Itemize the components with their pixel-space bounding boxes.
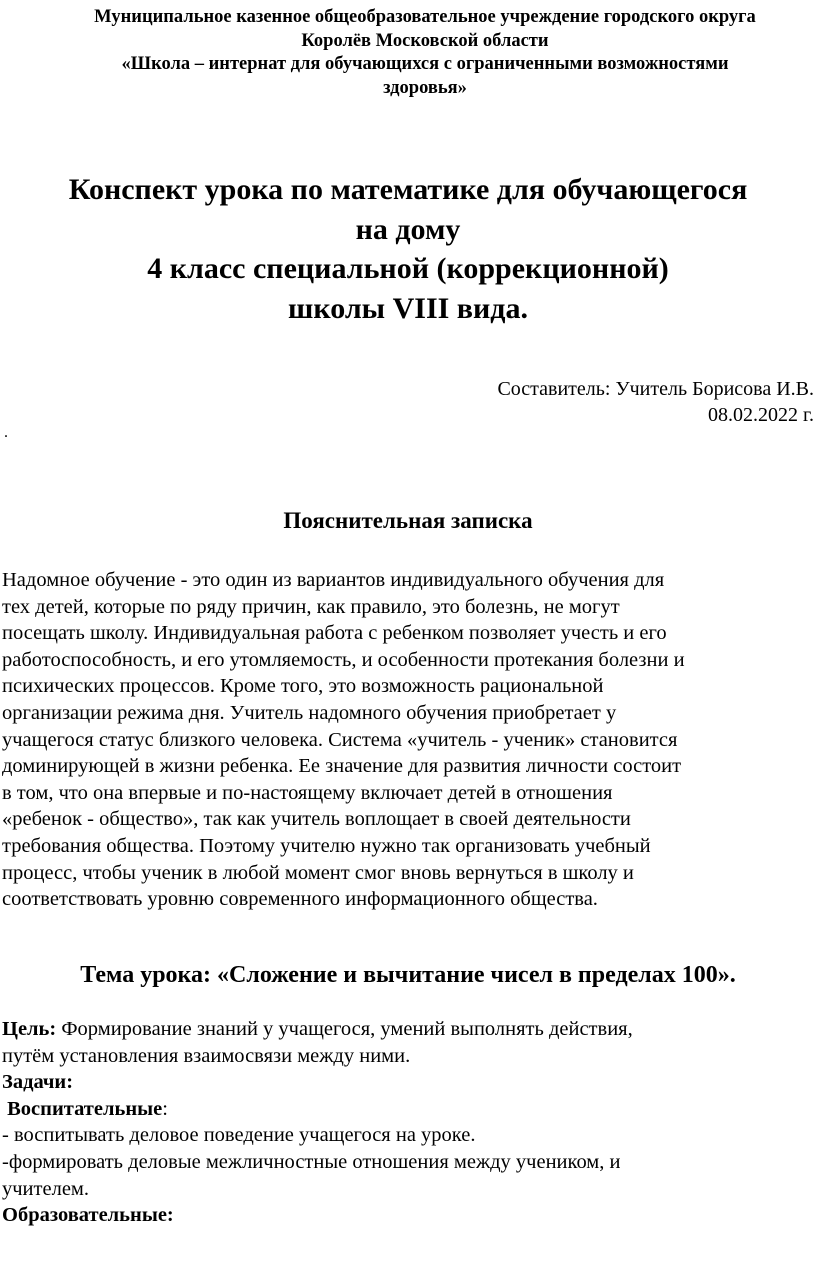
header-line: здоровья» <box>383 77 467 98</box>
paragraph-line: учащегося статус близкого человека. Система «учитель - ученик» становится <box>2 728 678 751</box>
paragraph-line: в том, что она впервые и по-настоящему включает детей в отношения <box>2 781 613 804</box>
paragraph-line: Надомное обучение - это один из вариантов индивидуального обучения для <box>2 569 665 591</box>
document-title <box>0 170 816 328</box>
paragraph-line: процесс, чтобы ученик в любой момент смог вновь вернуться в школу и <box>2 861 634 884</box>
task-item: - воспитывать деловое поведение учащегося на уроке. <box>2 1124 476 1147</box>
composer-line: Составитель: Учитель Борисова И.В. <box>497 378 814 400</box>
paragraph-line: работоспособность, и его утомляемость, и особенности протекания болезни и <box>2 648 685 671</box>
header-line: Муниципальное казенное общеобразовательное учреждение городского округа <box>94 7 756 27</box>
explanatory-paragraph <box>2 567 814 913</box>
paragraph-line: доминирующей в жизни ребенка. Ее значение для развития личности состоит <box>2 755 682 778</box>
upbringing-heading <box>2 1096 814 1123</box>
upbringing-colon: : <box>162 1097 168 1120</box>
title-line: 4 класс специальной (коррекционной) <box>147 252 669 285</box>
paragraph-line: соответствовать уровню современного информационного общества. <box>2 888 598 911</box>
date-line: 08.02.2022 г. <box>708 404 814 426</box>
paragraph-line: тех детей, которые по ряду причин, как правило, это болезнь, не могут <box>2 595 620 618</box>
goal-line <box>2 1016 814 1043</box>
author-block <box>314 376 814 428</box>
goal-line-continued: путём установления взаимосвязи между ними. <box>2 1044 411 1067</box>
note-heading: Пояснительная записка <box>283 508 533 533</box>
paragraph-line: организации режима дня. Учитель надомного обучения приобретает у <box>2 701 617 724</box>
paragraph-line: «ребенок - общество», так как учитель воплощает в своей деятельности <box>2 808 631 831</box>
goals-section <box>2 1016 814 1229</box>
title-line: на дому <box>355 212 461 246</box>
paragraph-line: посещать школу. Индивидуальная работа с ребенком позволяет учесть и его <box>2 622 667 645</box>
header-line: Королёв Московской области <box>301 30 549 51</box>
lesson-topic: Тема урока: «Сложение и вычитание чисел в пределах 100». <box>80 962 736 988</box>
goal-label: Цель: <box>2 1018 57 1040</box>
task-item-continued: учителем. <box>2 1177 90 1200</box>
title-line: школы VIII вида. <box>288 291 528 325</box>
header-line: «Школа – интернат для обучающихся с ограниченными возможностями <box>121 54 729 74</box>
upbringing-label: Воспитательные <box>7 1097 163 1120</box>
title-line: Конспект урока по математике для обучающегося <box>68 173 748 206</box>
tasks-label: Задачи: <box>2 1071 74 1094</box>
task-item: -формировать деловые межличностные отношения между учеником, и <box>2 1150 621 1173</box>
stray-dot: . <box>4 424 8 441</box>
paragraph-line: требования общества. Поэтому учителю нужно так организовать учебный <box>2 834 651 857</box>
institution-header <box>20 6 816 100</box>
educational-heading: Образовательные: <box>2 1204 174 1227</box>
goal-text: Формирование знаний у учащегося, умений выполнять действия, <box>56 1018 633 1040</box>
paragraph-line: психических процессов. Кроме того, это возможность рациональной <box>2 675 604 698</box>
